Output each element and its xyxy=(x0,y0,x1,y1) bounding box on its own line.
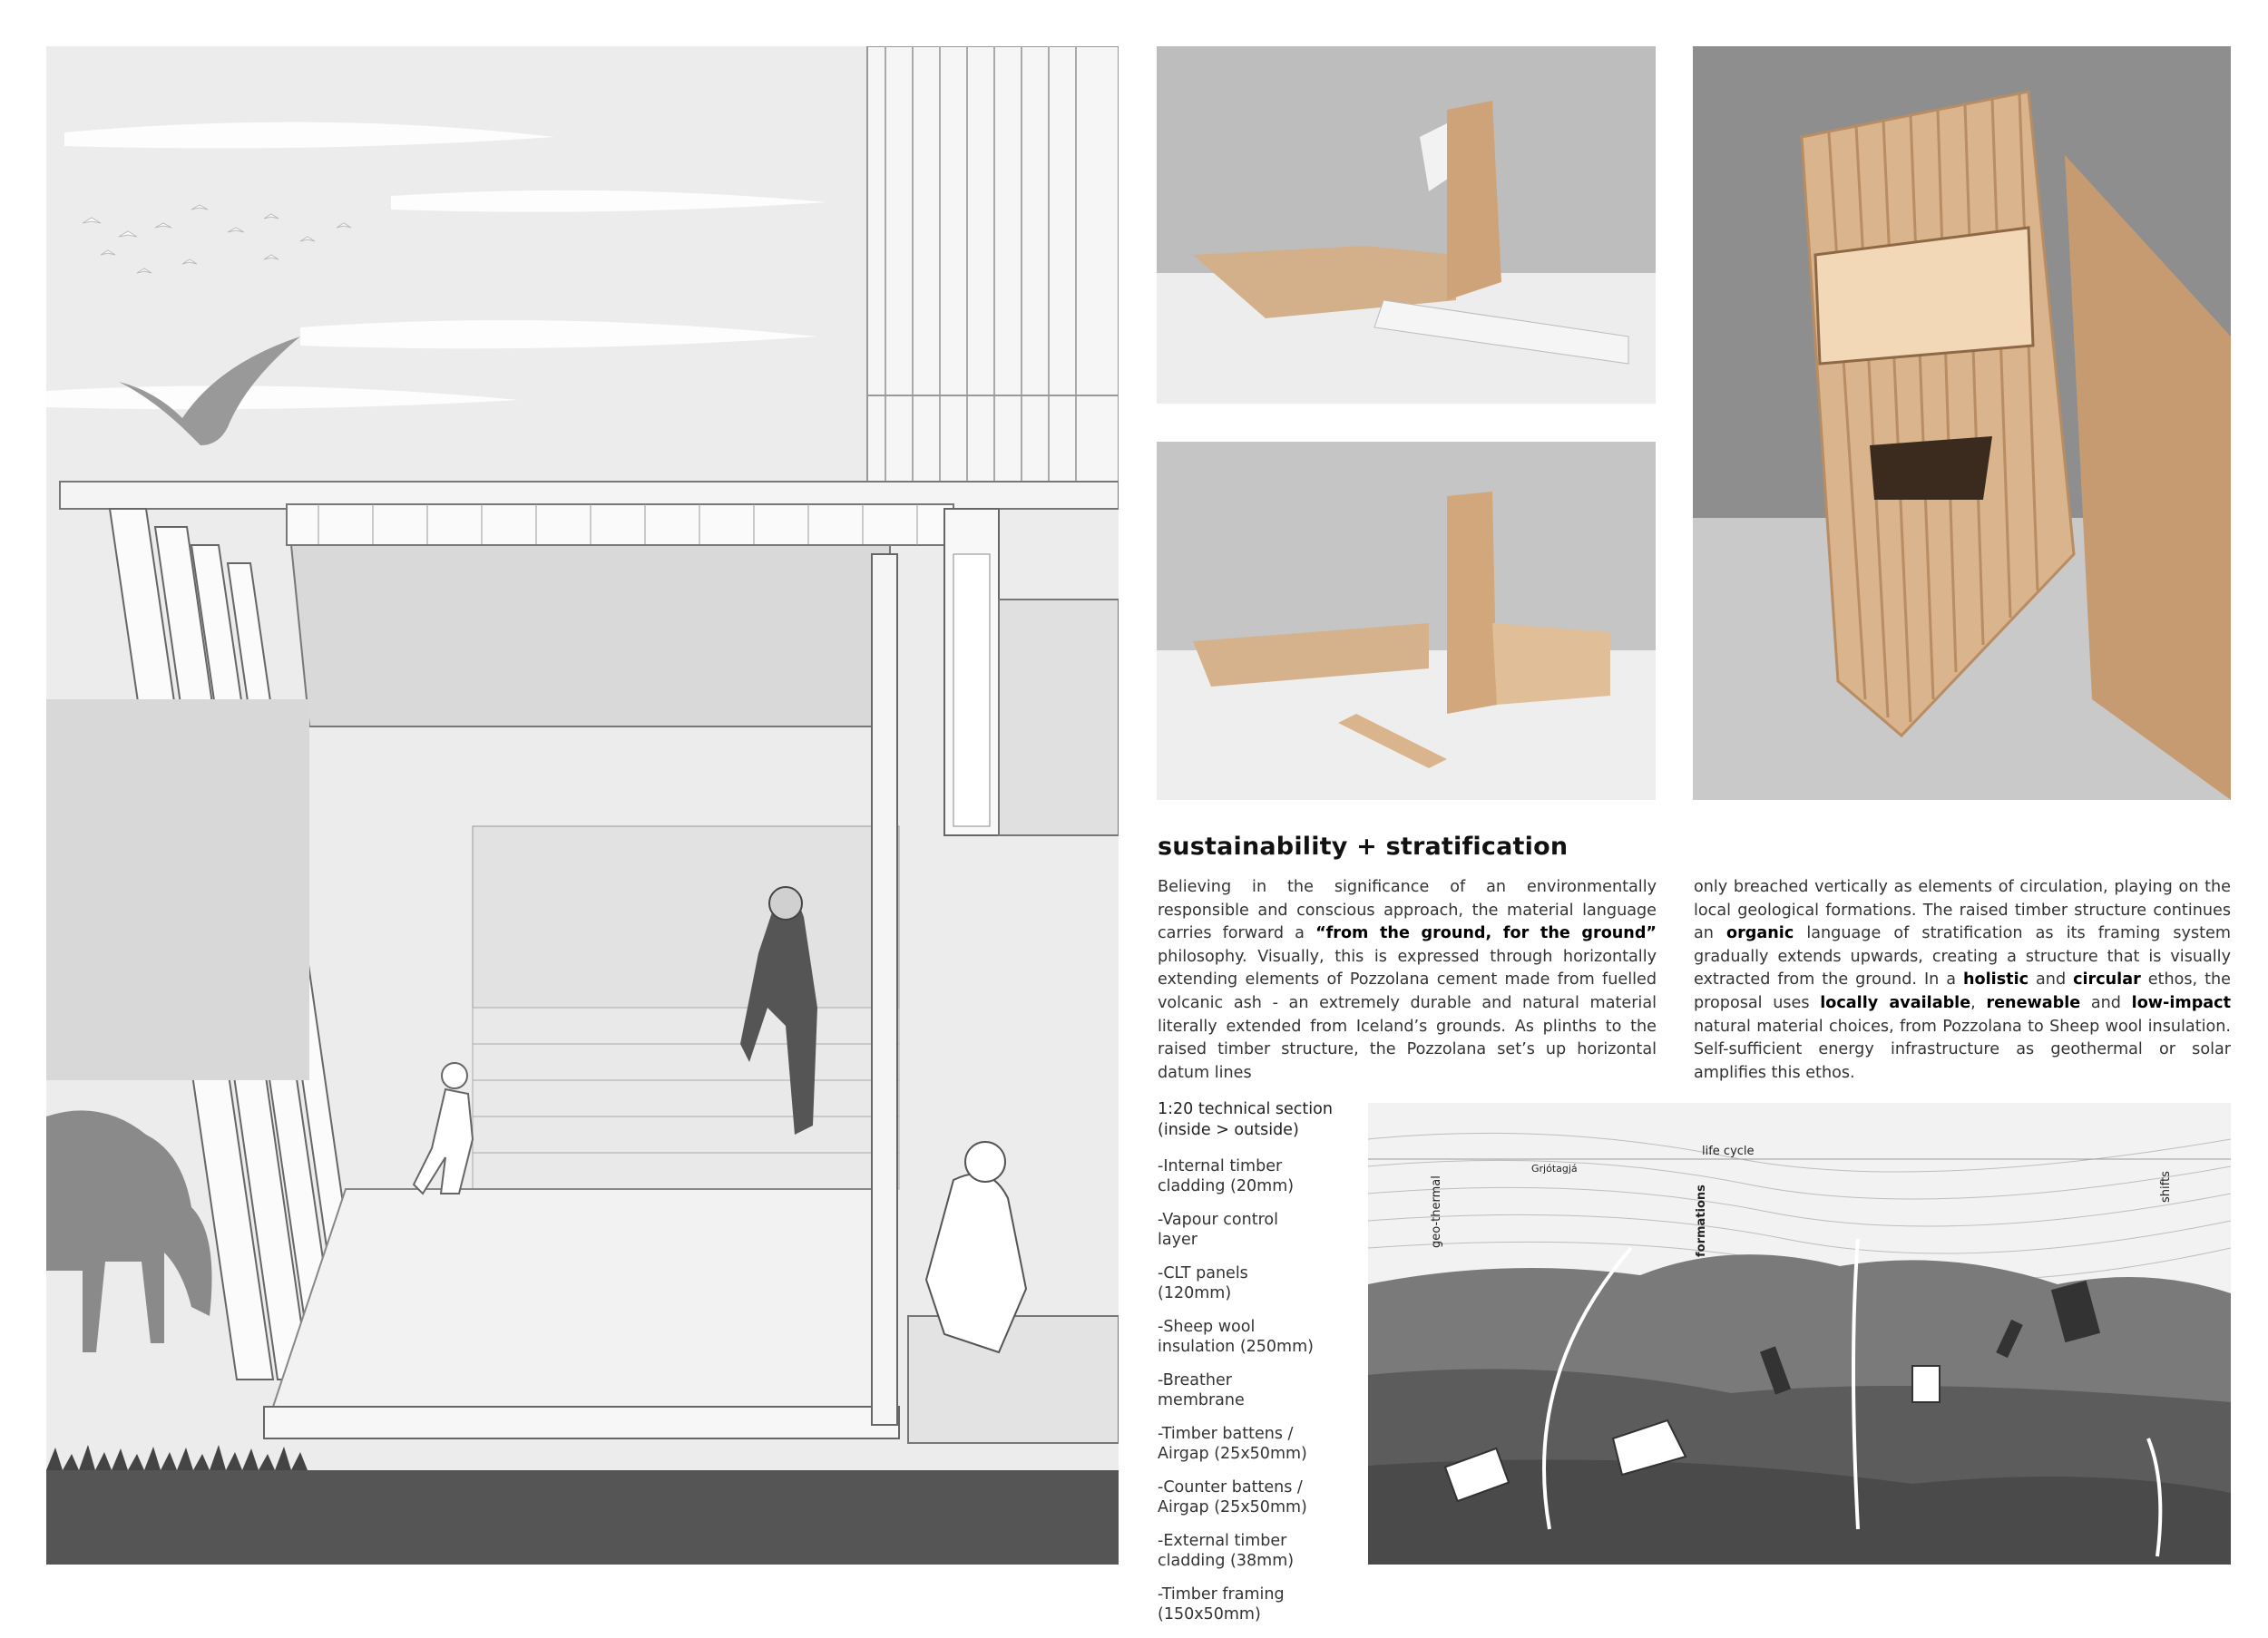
technical-layer-list xyxy=(1158,1156,1321,1638)
map-label-geo-thermal: geo-thermal xyxy=(1430,1175,1443,1248)
layer-item: -Sheep wool insulation (250mm) xyxy=(1158,1318,1314,1356)
emphasis-text: circular xyxy=(2073,970,2141,990)
render-drawing-3 xyxy=(1693,46,2231,800)
map-label-shifts: shifts xyxy=(2159,1171,2173,1203)
body-text-left xyxy=(1158,876,1657,1085)
map-label-life-cycle: life cycle xyxy=(1702,1145,1755,1158)
emphasis-text: “from the ground, for the ground” xyxy=(1315,924,1657,943)
emphasis-text: holistic xyxy=(1963,970,2029,990)
render-exterior-view-1 xyxy=(1157,46,1656,404)
layer-item: -Internal timber cladding (20mm) xyxy=(1158,1157,1295,1195)
technical-section-illustration xyxy=(46,46,1119,1565)
emphasis-text: low-impact xyxy=(2131,993,2232,1012)
body-text-run: and xyxy=(2080,993,2132,1012)
layer-item: -Vapour control layer xyxy=(1158,1211,1278,1249)
map-drawing xyxy=(1368,1103,2231,1565)
body-text-right xyxy=(1694,876,2231,1085)
layer-item: -Timber battens / Airgap (25x50mm) xyxy=(1158,1425,1307,1463)
render-tower-detail xyxy=(1693,46,2231,800)
render-drawing-2 xyxy=(1157,442,1656,800)
body-text-run: ethos, the proposal uses xyxy=(1694,970,2231,1012)
render-exterior-view-2 xyxy=(1157,442,1656,800)
emphasis-text: organic xyxy=(1726,924,1794,943)
layer-item: -Breather membrane xyxy=(1158,1371,1245,1409)
layer-item: -Counter battens / Airgap (25x50mm) xyxy=(1158,1478,1307,1516)
layer-item: -Timber framing (150x50mm) xyxy=(1158,1585,1285,1623)
body-text-run: Believing in the significance of an environmentally responsible and conscious approach, the material language carries forward a xyxy=(1158,878,1657,943)
emphasis-text: renewable xyxy=(1986,993,2081,1012)
body-text-run: only breached vertically as elements of circulation, playing on the local geological formations. The raised timber structure continues an xyxy=(1694,878,2231,943)
layer-item: -External timber cladding (38mm) xyxy=(1158,1532,1295,1570)
technical-title-line-1: 1:20 technical section xyxy=(1158,1100,1333,1118)
section-heading: sustainability + stratification xyxy=(1158,833,1569,861)
render-drawing-1 xyxy=(1157,46,1656,404)
landscape-stratification-map xyxy=(1368,1103,2231,1565)
body-text-run: language of stratification as its framing system gradually extends upwards, creating a structure that is visually extracted from the ground. In a xyxy=(1694,924,2232,990)
map-label-formations: formations xyxy=(1695,1185,1708,1257)
section-drawing xyxy=(46,46,1119,1565)
layer-item: -CLT panels (120mm) xyxy=(1158,1264,1248,1302)
body-text-run: , xyxy=(1970,993,1987,1012)
body-text-run: philosophy. Visually, this is expressed through horizontally extending elements of Pozzolana cement made from fuelled volcanic ash - an extremely durable and natural material literally extended from Iceland’s grounds. As plinths to the raised timber structure, the Pozzolana set’s up horizontal datum lines xyxy=(1158,947,1657,1082)
map-label-grjotagja: Grjótagjá xyxy=(1531,1163,1578,1175)
technical-title-line-2: (inside > outside) xyxy=(1158,1121,1299,1139)
technical-section-title xyxy=(1158,1099,1339,1141)
body-text-run: natural material choices, from Pozzolana to Sheep wool insulation. Self-sufficient energy infrastructure as geothermal or solar amplifies this ethos. xyxy=(1694,1017,2231,1082)
body-text-run: and xyxy=(2028,970,2074,990)
emphasis-text: locally available xyxy=(1820,993,1971,1012)
